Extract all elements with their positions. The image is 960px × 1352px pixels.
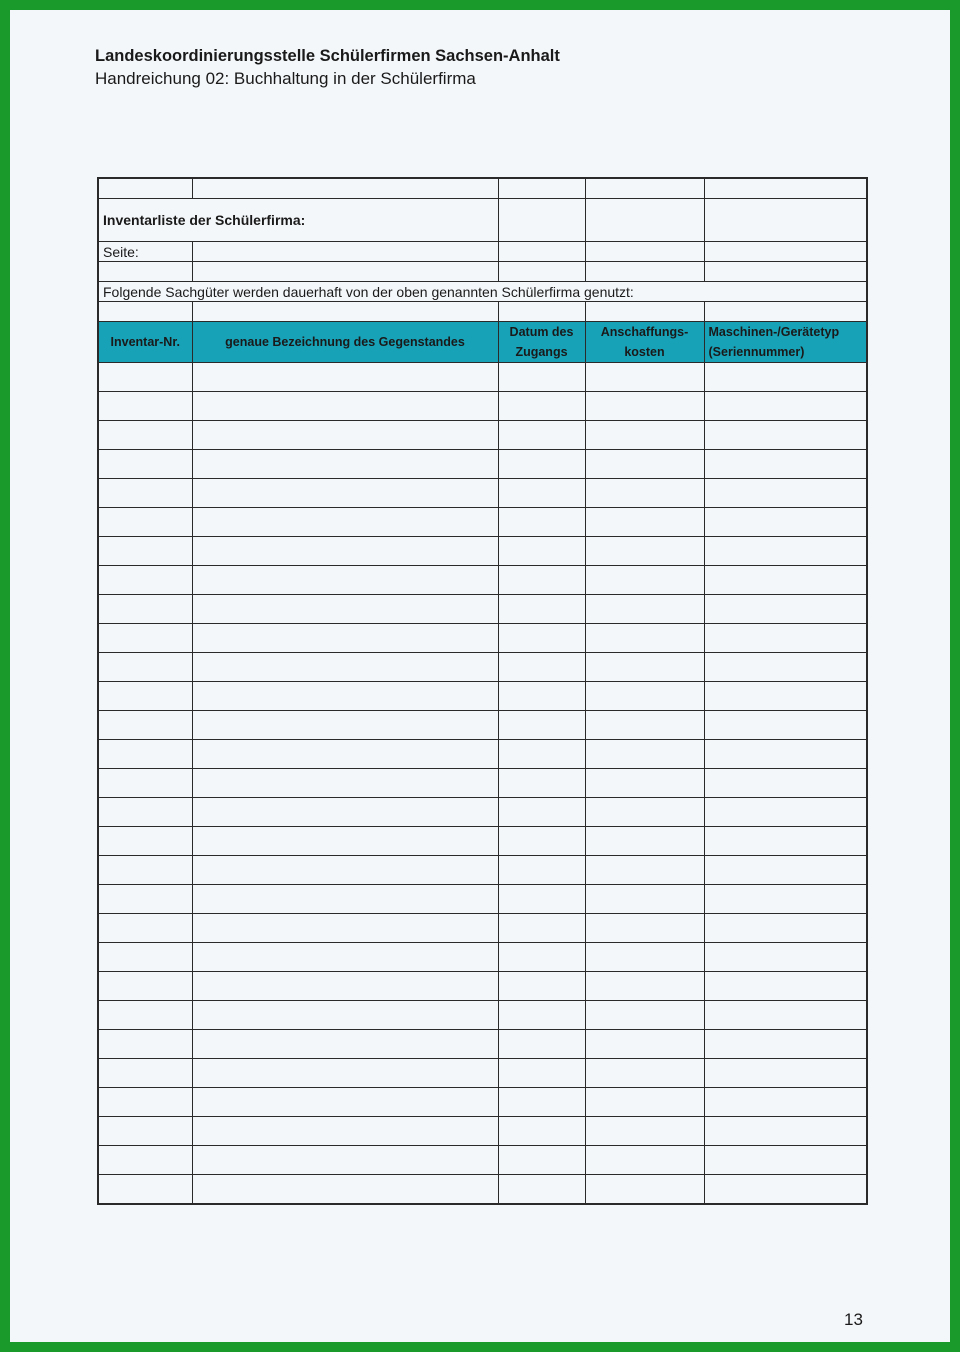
date-cell[interactable]	[498, 1088, 585, 1117]
inventory-number-cell[interactable]	[98, 479, 192, 508]
date-cell[interactable]	[498, 885, 585, 914]
inventory-number-cell[interactable]	[98, 682, 192, 711]
spacer-row	[98, 302, 867, 322]
date-cell[interactable]	[498, 566, 585, 595]
column-header-description: genaue Bezeichnung des Gegenstandes	[192, 322, 498, 363]
machine-type-cell[interactable]	[704, 1146, 867, 1175]
machine-type-cell[interactable]	[704, 508, 867, 537]
description-cell[interactable]	[192, 827, 498, 856]
machine-type-cell[interactable]	[704, 943, 867, 972]
cost-cell[interactable]	[585, 769, 704, 798]
machine-type-cell[interactable]	[704, 885, 867, 914]
page-row	[98, 242, 867, 262]
cost-cell[interactable]	[585, 914, 704, 943]
column-header-inventory-number: Inventar-Nr.	[98, 322, 192, 363]
inventory-number-cell[interactable]	[98, 1117, 192, 1146]
machine-type-cell[interactable]	[704, 653, 867, 682]
table-row	[98, 827, 867, 856]
cost-cell[interactable]	[585, 1001, 704, 1030]
table-row	[98, 740, 867, 769]
table-row	[98, 1001, 867, 1030]
inventory-number-cell[interactable]	[98, 421, 192, 450]
page-label: Seite:	[98, 242, 192, 262]
cost-cell[interactable]	[585, 1030, 704, 1059]
machine-type-cell[interactable]	[704, 856, 867, 885]
table-row	[98, 653, 867, 682]
date-cell[interactable]	[498, 537, 585, 566]
cost-cell[interactable]	[585, 450, 704, 479]
machine-type-cell[interactable]	[704, 1175, 867, 1205]
description-cell[interactable]	[192, 624, 498, 653]
description-cell[interactable]	[192, 943, 498, 972]
date-cell[interactable]	[498, 1146, 585, 1175]
table-row	[98, 885, 867, 914]
description-cell[interactable]	[192, 421, 498, 450]
page-number: 13	[844, 1310, 863, 1329]
date-cell[interactable]	[498, 1059, 585, 1088]
cost-cell[interactable]	[585, 711, 704, 740]
inventory-number-cell[interactable]	[98, 798, 192, 827]
inventory-number-cell[interactable]	[98, 1175, 192, 1205]
date-cell[interactable]	[498, 798, 585, 827]
table-header-row	[98, 322, 867, 363]
inventory-number-cell[interactable]	[98, 827, 192, 856]
table-row	[98, 1059, 867, 1088]
page-field[interactable]	[192, 242, 498, 262]
machine-type-cell[interactable]	[704, 1088, 867, 1117]
inventory-number-cell[interactable]	[98, 943, 192, 972]
cost-cell[interactable]	[585, 798, 704, 827]
description-cell[interactable]	[192, 566, 498, 595]
cost-cell[interactable]	[585, 566, 704, 595]
date-cell[interactable]	[498, 914, 585, 943]
description-cell[interactable]	[192, 1146, 498, 1175]
cost-cell[interactable]	[585, 595, 704, 624]
table-row	[98, 537, 867, 566]
description-cell[interactable]	[192, 479, 498, 508]
inventory-number-cell[interactable]	[98, 885, 192, 914]
machine-type-cell[interactable]	[704, 972, 867, 1001]
table-row	[98, 769, 867, 798]
machine-type-cell[interactable]	[704, 769, 867, 798]
cost-cell[interactable]	[585, 624, 704, 653]
cost-cell[interactable]	[585, 479, 704, 508]
table-row	[98, 1146, 867, 1175]
column-header-machine-type: Maschinen-/Gerätetyp (Seriennummer)	[704, 322, 867, 363]
inventory-number-cell[interactable]	[98, 1059, 192, 1088]
table-row	[98, 914, 867, 943]
date-cell[interactable]	[498, 972, 585, 1001]
inventory-table	[97, 177, 868, 1205]
column-header-cost: Anschaffungs-kosten	[585, 322, 704, 363]
description-cell[interactable]	[192, 856, 498, 885]
description-row	[98, 282, 867, 302]
date-cell[interactable]	[498, 392, 585, 421]
machine-type-cell[interactable]	[704, 595, 867, 624]
date-cell[interactable]	[498, 1030, 585, 1059]
inventory-number-cell[interactable]	[98, 537, 192, 566]
description-cell[interactable]	[192, 740, 498, 769]
description-cell[interactable]	[192, 1117, 498, 1146]
date-cell[interactable]	[498, 653, 585, 682]
cost-cell[interactable]	[585, 682, 704, 711]
date-cell[interactable]	[498, 943, 585, 972]
cost-cell[interactable]	[585, 827, 704, 856]
inventory-label: Inventarliste der Schülerfirma:	[98, 199, 498, 242]
table-row	[98, 566, 867, 595]
inventory-number-cell[interactable]	[98, 566, 192, 595]
table-row	[98, 682, 867, 711]
cost-cell[interactable]	[585, 508, 704, 537]
cost-cell[interactable]	[585, 1059, 704, 1088]
cost-cell[interactable]	[585, 537, 704, 566]
table-row	[98, 392, 867, 421]
table-row	[98, 798, 867, 827]
description-text: Folgende Sachgüter werden dauerhaft von der oben genannten Schülerfirma genutzt:	[98, 282, 867, 302]
cost-cell[interactable]	[585, 1146, 704, 1175]
machine-type-cell[interactable]	[704, 363, 867, 392]
cost-cell[interactable]	[585, 1088, 704, 1117]
table-row	[98, 856, 867, 885]
date-cell[interactable]	[498, 1117, 585, 1146]
description-cell[interactable]	[192, 769, 498, 798]
date-cell[interactable]	[498, 769, 585, 798]
table-row	[98, 711, 867, 740]
inventory-field-1[interactable]	[498, 199, 585, 242]
date-cell[interactable]	[498, 624, 585, 653]
inventory-number-cell[interactable]	[98, 1088, 192, 1117]
inventory-number-cell[interactable]	[98, 856, 192, 885]
inventory-number-cell[interactable]	[98, 711, 192, 740]
description-cell[interactable]	[192, 1175, 498, 1205]
column-header-date: Datum des Zugangs	[498, 322, 585, 363]
description-cell[interactable]	[192, 1059, 498, 1088]
date-cell[interactable]	[498, 363, 585, 392]
machine-type-cell[interactable]	[704, 392, 867, 421]
table-row	[98, 624, 867, 653]
machine-type-cell[interactable]	[704, 566, 867, 595]
date-cell[interactable]	[498, 421, 585, 450]
machine-type-cell[interactable]	[704, 537, 867, 566]
description-cell[interactable]	[192, 972, 498, 1001]
inventory-number-cell[interactable]	[98, 392, 192, 421]
table-row	[98, 1175, 867, 1205]
description-cell[interactable]	[192, 450, 498, 479]
table-row	[98, 1088, 867, 1117]
inventory-number-cell[interactable]	[98, 1030, 192, 1059]
cost-cell[interactable]	[585, 885, 704, 914]
table-row	[98, 943, 867, 972]
machine-type-cell[interactable]	[704, 711, 867, 740]
description-cell[interactable]	[192, 682, 498, 711]
inventory-title-row	[98, 199, 867, 242]
machine-type-cell[interactable]	[704, 450, 867, 479]
date-cell[interactable]	[498, 740, 585, 769]
inventory-field-2[interactable]	[585, 199, 704, 242]
cost-cell[interactable]	[585, 363, 704, 392]
inventory-number-cell[interactable]	[98, 914, 192, 943]
date-cell[interactable]	[498, 856, 585, 885]
machine-type-cell[interactable]	[704, 421, 867, 450]
inventory-number-cell[interactable]	[98, 450, 192, 479]
description-cell[interactable]	[192, 595, 498, 624]
document-page	[10, 10, 950, 1342]
date-cell[interactable]	[498, 827, 585, 856]
inventory-field-3[interactable]	[704, 199, 867, 242]
cost-cell[interactable]	[585, 421, 704, 450]
date-cell[interactable]	[498, 479, 585, 508]
cost-cell[interactable]	[585, 740, 704, 769]
cost-cell[interactable]	[585, 1175, 704, 1205]
inventory-number-cell[interactable]	[98, 1001, 192, 1030]
inventory-number-cell[interactable]	[98, 624, 192, 653]
date-cell[interactable]	[498, 1175, 585, 1205]
date-cell[interactable]	[498, 595, 585, 624]
description-cell[interactable]	[192, 537, 498, 566]
machine-type-cell[interactable]	[704, 682, 867, 711]
date-cell[interactable]	[498, 711, 585, 740]
description-cell[interactable]	[192, 1030, 498, 1059]
description-cell[interactable]	[192, 508, 498, 537]
table-row	[98, 972, 867, 1001]
date-cell[interactable]	[498, 508, 585, 537]
machine-type-cell[interactable]	[704, 827, 867, 856]
machine-type-cell[interactable]	[704, 914, 867, 943]
inventory-number-cell[interactable]	[98, 653, 192, 682]
date-cell[interactable]	[498, 450, 585, 479]
machine-type-cell[interactable]	[704, 624, 867, 653]
inventory-number-cell[interactable]	[98, 508, 192, 537]
machine-type-cell[interactable]	[704, 479, 867, 508]
date-cell[interactable]	[498, 682, 585, 711]
document-subtitle: Handreichung 02: Buchhaltung in der Schülerfirma	[95, 69, 476, 88]
table-row	[98, 363, 867, 392]
description-cell[interactable]	[192, 392, 498, 421]
table-top-row	[98, 178, 867, 199]
table-row	[98, 1030, 867, 1059]
inventory-number-cell[interactable]	[98, 972, 192, 1001]
inventory-number-cell[interactable]	[98, 740, 192, 769]
table-row	[98, 421, 867, 450]
inventory-number-cell[interactable]	[98, 769, 192, 798]
inventory-number-cell[interactable]	[98, 363, 192, 392]
description-cell[interactable]	[192, 711, 498, 740]
date-cell[interactable]	[498, 1001, 585, 1030]
spacer-row	[98, 262, 867, 282]
machine-type-cell[interactable]	[704, 798, 867, 827]
description-cell[interactable]	[192, 363, 498, 392]
cost-cell[interactable]	[585, 856, 704, 885]
cost-cell[interactable]	[585, 1117, 704, 1146]
cost-cell[interactable]	[585, 392, 704, 421]
table-row	[98, 479, 867, 508]
description-cell[interactable]	[192, 1088, 498, 1117]
inventory-number-cell[interactable]	[98, 595, 192, 624]
table-row	[98, 595, 867, 624]
machine-type-cell[interactable]	[704, 1117, 867, 1146]
cost-cell[interactable]	[585, 972, 704, 1001]
description-cell[interactable]	[192, 1001, 498, 1030]
table-row	[98, 1117, 867, 1146]
description-cell[interactable]	[192, 914, 498, 943]
machine-type-cell[interactable]	[704, 1059, 867, 1088]
cost-cell[interactable]	[585, 943, 704, 972]
table-row	[98, 508, 867, 537]
description-cell[interactable]	[192, 885, 498, 914]
machine-type-cell[interactable]	[704, 740, 867, 769]
table-row	[98, 450, 867, 479]
machine-type-cell[interactable]	[704, 1001, 867, 1030]
inventory-number-cell[interactable]	[98, 1146, 192, 1175]
document-title: Landeskoordinierungsstelle Schülerfirmen Sachsen-Anhalt	[95, 47, 560, 65]
description-cell[interactable]	[192, 653, 498, 682]
machine-type-cell[interactable]	[704, 1030, 867, 1059]
cost-cell[interactable]	[585, 653, 704, 682]
description-cell[interactable]	[192, 798, 498, 827]
